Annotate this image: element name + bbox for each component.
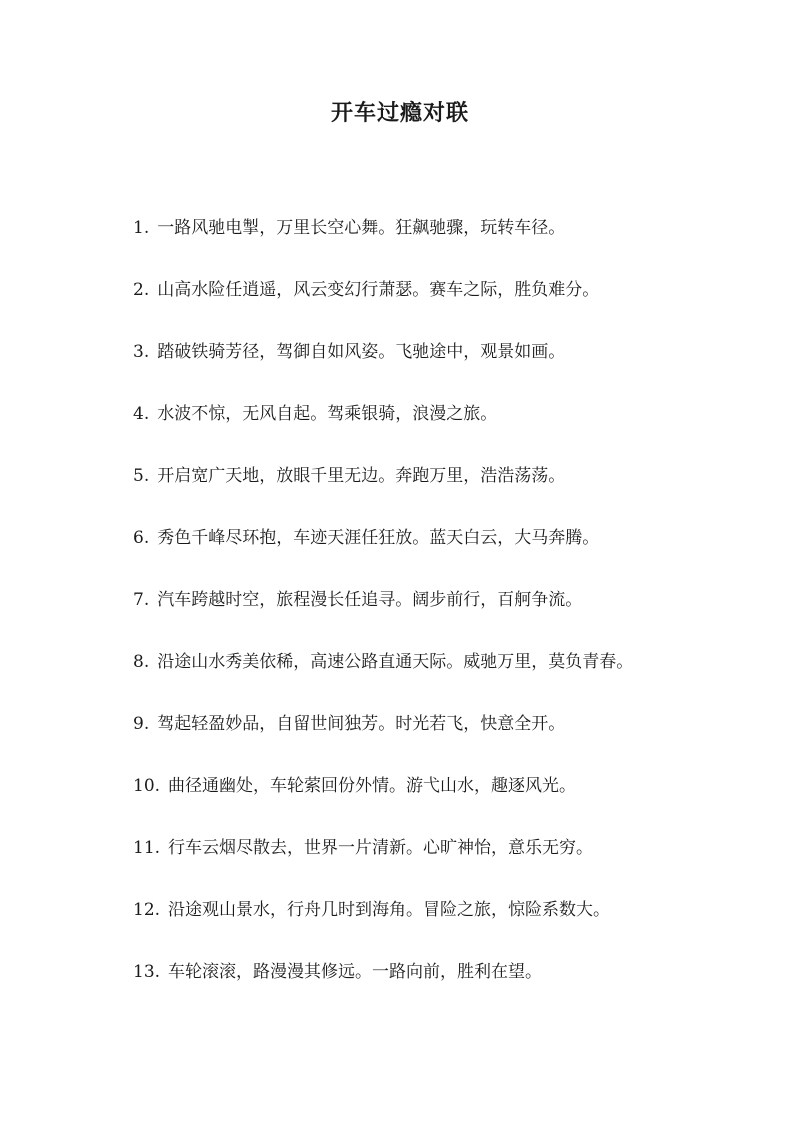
list-item xyxy=(133,770,753,832)
list-item xyxy=(133,336,753,398)
item-number: 8. xyxy=(133,652,150,672)
couplet-text: 水波不惊，无风自起。驾乘银骑，浪漫之旅。 xyxy=(157,404,498,424)
couplet-text: 沿途山水秀美依稀，高速公路直通天际。威驰万里，莫负青春。 xyxy=(157,652,634,672)
couplet-text: 汽车跨越时空，旅程漫长任追寻。阔步前行，百舸争流。 xyxy=(157,590,583,610)
couplet-text: 开启宽广天地，放眼千里无边。奔跑万里，浩浩荡荡。 xyxy=(157,466,566,486)
item-number: 7. xyxy=(133,590,150,610)
list-item xyxy=(133,522,753,584)
item-number: 10. xyxy=(133,776,161,796)
couplet-text: 曲径通幽处，车轮萦回份外情。游弋山水，趣逐风光。 xyxy=(168,776,577,796)
document-title: 开车过瘾对联 xyxy=(330,100,469,126)
item-number: 9. xyxy=(133,714,150,734)
item-number: 11. xyxy=(133,838,161,858)
couplet-text: 驾起轻盈妙品，自留世间独芳。时光若飞，快意全开。 xyxy=(157,714,566,734)
list-item xyxy=(133,708,753,770)
item-number: 5. xyxy=(133,466,150,486)
couplet-text: 山高水险任逍遥，风云变幻行萧瑟。赛车之际，胜负难分。 xyxy=(157,280,600,300)
list-item xyxy=(133,460,753,522)
item-number: 3. xyxy=(133,342,150,362)
list-item xyxy=(133,956,753,1018)
list-item xyxy=(133,646,753,708)
list-item xyxy=(133,584,753,646)
couplet-text: 一路风驰电掣，万里长空心舞。狂飙驰骤，玩转车径。 xyxy=(157,218,566,238)
item-number: 13. xyxy=(133,962,161,982)
couplet-text: 车轮滚滚，路漫漫其修远。一路向前，胜利在望。 xyxy=(168,962,543,982)
list-item xyxy=(133,274,753,336)
item-number: 1. xyxy=(133,218,150,238)
item-number: 6. xyxy=(133,528,150,548)
couplet-text: 行车云烟尽散去，世界一片清新。心旷神怡，意乐无穷。 xyxy=(168,838,594,858)
couplet-list xyxy=(133,212,753,1018)
couplet-text: 沿途观山景水，行舟几时到海角。冒险之旅，惊险系数大。 xyxy=(168,900,611,920)
item-number: 12. xyxy=(133,900,161,920)
item-number: 2. xyxy=(133,280,150,300)
list-item xyxy=(133,398,753,460)
couplet-text: 踏破铁骑芳径，驾御自如风姿。飞驰途中，观景如画。 xyxy=(157,342,566,362)
list-item xyxy=(133,212,753,274)
list-item xyxy=(133,894,753,956)
couplet-text: 秀色千峰尽环抱，车迹天涯任狂放。蓝天白云，大马奔腾。 xyxy=(157,528,600,548)
list-item xyxy=(133,832,753,894)
item-number: 4. xyxy=(133,404,150,424)
